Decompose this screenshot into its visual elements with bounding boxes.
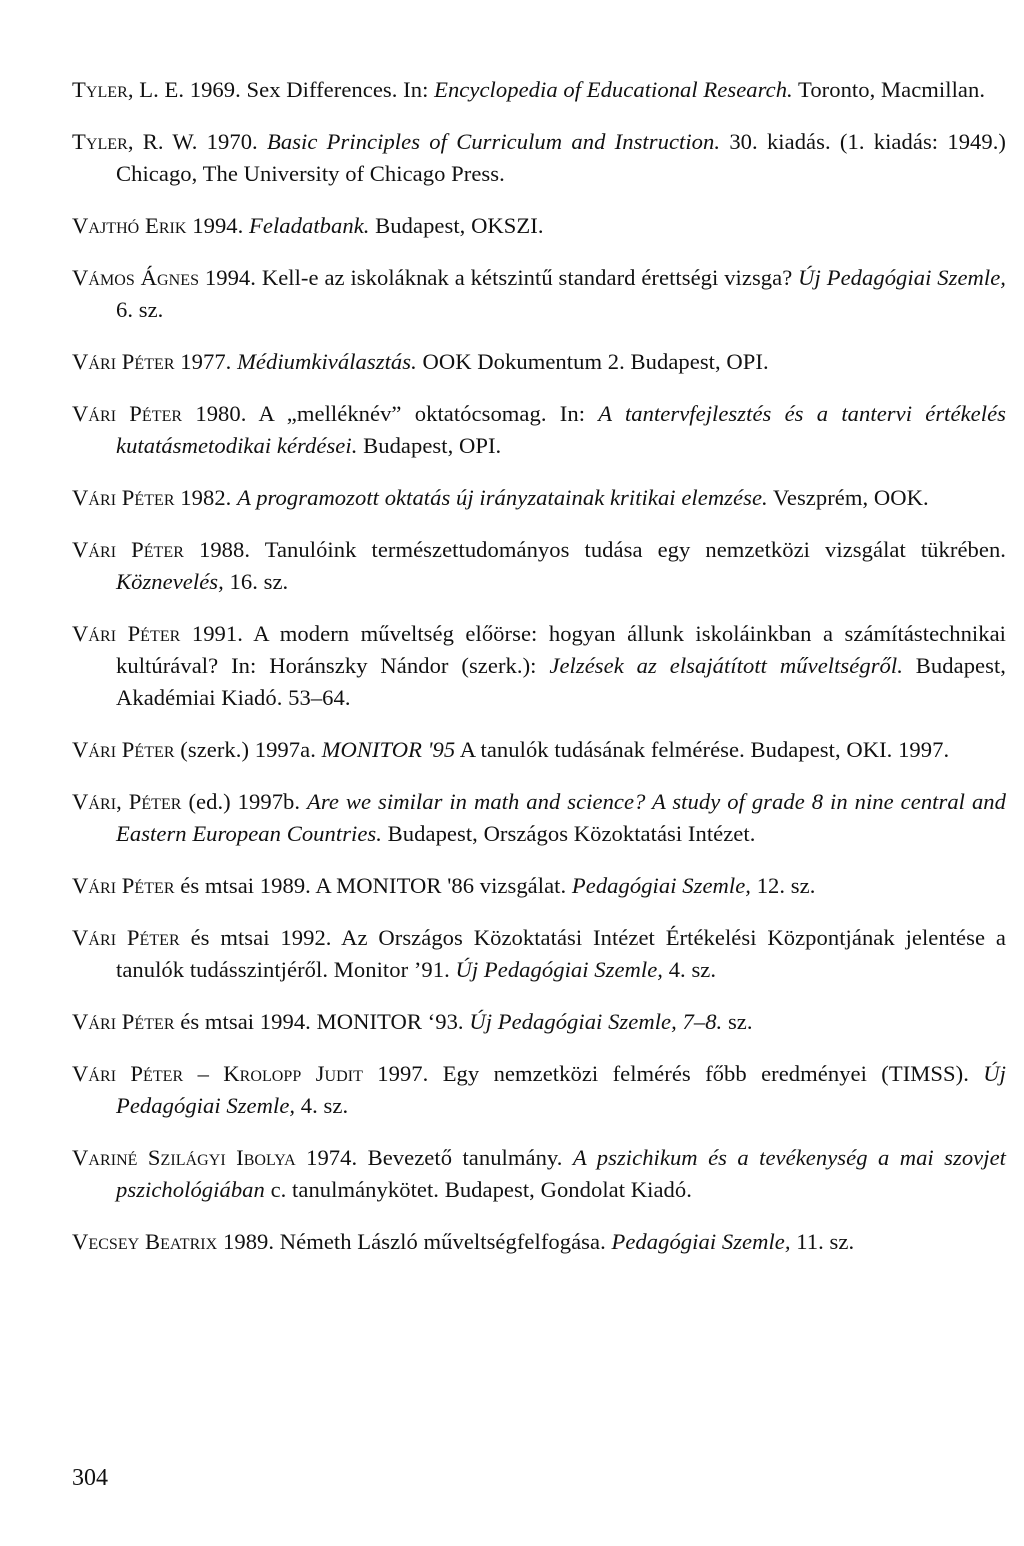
reference-entry — [72, 1226, 1006, 1258]
reference-text: 1988. Tanulóink természettudományos tudása egy nemzetközi vizsgálat tükrében. — [183, 537, 1007, 562]
reference-title: MONITOR '95 — [321, 737, 456, 762]
reference-title: Basic Principles of Curriculum and Instruction. — [267, 129, 721, 154]
reference-title: Encyclopedia of Educational Research. — [434, 77, 793, 102]
reference-author: Vári Péter — [72, 1009, 175, 1034]
reference-entry — [72, 786, 1006, 850]
reference-title: A programozott oktatás új irányzatainak kritikai elemzése. — [237, 485, 768, 510]
reference-text: és mtsai 1992. Az Országos Közoktatási Intézet Értékelési Központjának jelentése a tanulók tudásszintjéről. Monitor ’91. — [116, 925, 1006, 982]
reference-entry — [72, 922, 1006, 986]
reference-list — [72, 74, 1006, 1278]
reference-author: Vecsey Beatrix — [72, 1229, 218, 1254]
reference-entry — [72, 346, 1006, 378]
reference-text: 30. kiadás. (1. kiadás: 1949.) Chicago, The University of Chicago Press. — [116, 129, 1007, 186]
reference-text: 1994. — [186, 213, 250, 238]
reference-author: Vári Péter – Krolopp Judit — [72, 1061, 363, 1086]
reference-author: Vári Péter — [72, 873, 175, 898]
reference-text: 11. sz. — [790, 1229, 855, 1254]
reference-title: Új Pedagógiai Szemle, — [116, 1061, 1006, 1118]
reference-entry — [72, 1058, 1006, 1122]
reference-text: (ed.) 1997b. — [181, 789, 308, 814]
reference-title: Új Pedagógiai Szemle, — [455, 957, 664, 982]
reference-text: c. tanulmánykötet. Budapest, Gondolat Kiadó. — [264, 1177, 692, 1202]
reference-text: 4. sz. — [663, 957, 717, 982]
reference-text: 1977. — [174, 349, 238, 374]
reference-entry — [72, 74, 1006, 106]
reference-text: és mtsai 1994. MONITOR ‘93. — [174, 1009, 470, 1034]
page-number: 304 — [72, 1465, 108, 1491]
reference-entry — [72, 210, 1006, 242]
reference-entry — [72, 734, 1006, 766]
reference-title: Feladatbank. — [249, 213, 370, 238]
reference-text: Budapest, Országos Közoktatási Intézet. — [381, 821, 756, 846]
reference-entry — [72, 126, 1006, 190]
reference-text: sz. — [722, 1009, 753, 1034]
reference-entry — [72, 398, 1006, 462]
reference-text: 1989. Németh László műveltségfelfogása. — [217, 1229, 612, 1254]
reference-text: 1974. Bevezető tanulmány. — [295, 1145, 573, 1170]
reference-text: 1997. Egy nemzetközi felmérés főbb eredményei (TIMSS). — [362, 1061, 984, 1086]
reference-author: Vári Péter — [72, 925, 180, 950]
reference-text: 1991. A modern műveltség előörse: hogyan állunk iskoláinkban a számítástechnikai kultúrával? In: Horánszky Nándor (szerk.): — [116, 621, 1006, 678]
reference-text: 1994. Kell-e az iskoláknak a kétszintű standard érettségi vizsga? — [199, 265, 799, 290]
reference-text: és mtsai 1989. A MONITOR '86 vizsgálat. — [174, 873, 572, 898]
reference-author: Vámos Ágnes — [72, 265, 200, 290]
reference-text: 6. sz. — [116, 297, 164, 322]
reference-text: 1969. Sex Differences. In: — [184, 77, 435, 102]
reference-text: Budapest, OKSZI. — [369, 213, 544, 238]
reference-author: Vári Péter — [72, 401, 183, 426]
reference-text: 1982. — [174, 485, 238, 510]
reference-author: Vári Péter — [72, 485, 175, 510]
reference-title: A pszichikum és a tevékenység a mai szovjet pszichológiában — [116, 1145, 1006, 1202]
reference-author: Tyler, L. E. — [72, 77, 185, 102]
reference-entry — [72, 262, 1006, 326]
reference-text: 12. sz. — [751, 873, 816, 898]
reference-title: Médiumkiválasztás. — [237, 349, 417, 374]
reference-entry — [72, 1006, 1006, 1038]
reference-author: Vári, Péter — [72, 789, 182, 814]
reference-author: Vári Péter — [72, 737, 175, 762]
reference-text: A tanulók tudásának felmérése. Budapest, OKI. 1997. — [455, 737, 950, 762]
reference-author: Vajthó Erik — [72, 213, 187, 238]
reference-title: Are we similar in math and science? A study of grade 8 in nine central and Eastern European Countries. — [116, 789, 1006, 846]
reference-text: 16. sz. — [223, 569, 289, 594]
reference-entry — [72, 618, 1006, 714]
reference-text: Veszprém, OOK. — [767, 485, 929, 510]
reference-title: A tantervfejlesztés és a tantervi értékelés kutatásmetodikai kérdései. — [116, 401, 1006, 458]
reference-author: Vári Péter — [72, 349, 175, 374]
reference-entry — [72, 482, 1006, 514]
reference-title: Jelzések az elsajátított műveltségről. — [549, 653, 903, 678]
reference-text: OOK Dokumentum 2. Budapest, OPI. — [416, 349, 769, 374]
reference-text: 1970. — [197, 129, 267, 154]
reference-title: Köznevelés, — [116, 569, 224, 594]
reference-entry — [72, 534, 1006, 598]
reference-text: Budapest, OPI. — [357, 433, 502, 458]
reference-entry — [72, 1142, 1006, 1206]
reference-text: Budapest, Akadémiai Kiadó. 53–64. — [116, 653, 1006, 710]
reference-title: Új Pedagógiai Szemle, — [798, 265, 1006, 290]
reference-author: Vári Péter — [72, 621, 181, 646]
reference-text: (szerk.) 1997a. — [174, 737, 322, 762]
reference-entry — [72, 870, 1006, 902]
reference-title: Új Pedagógiai Szemle, 7–8. — [469, 1009, 723, 1034]
reference-title: Pedagógiai Szemle, — [611, 1229, 791, 1254]
reference-author: Variné Szilágyi Ibolya — [72, 1145, 296, 1170]
reference-text: 1980. A „melléknév” oktatócsomag. In: — [182, 401, 599, 426]
reference-author: Tyler, R. W. — [72, 129, 198, 154]
reference-title: Pedagógiai Szemle, — [571, 873, 751, 898]
reference-text: Toronto, Macmillan. — [792, 77, 986, 102]
reference-author: Vári Péter — [72, 537, 184, 562]
reference-text: 4. sz. — [295, 1093, 349, 1118]
